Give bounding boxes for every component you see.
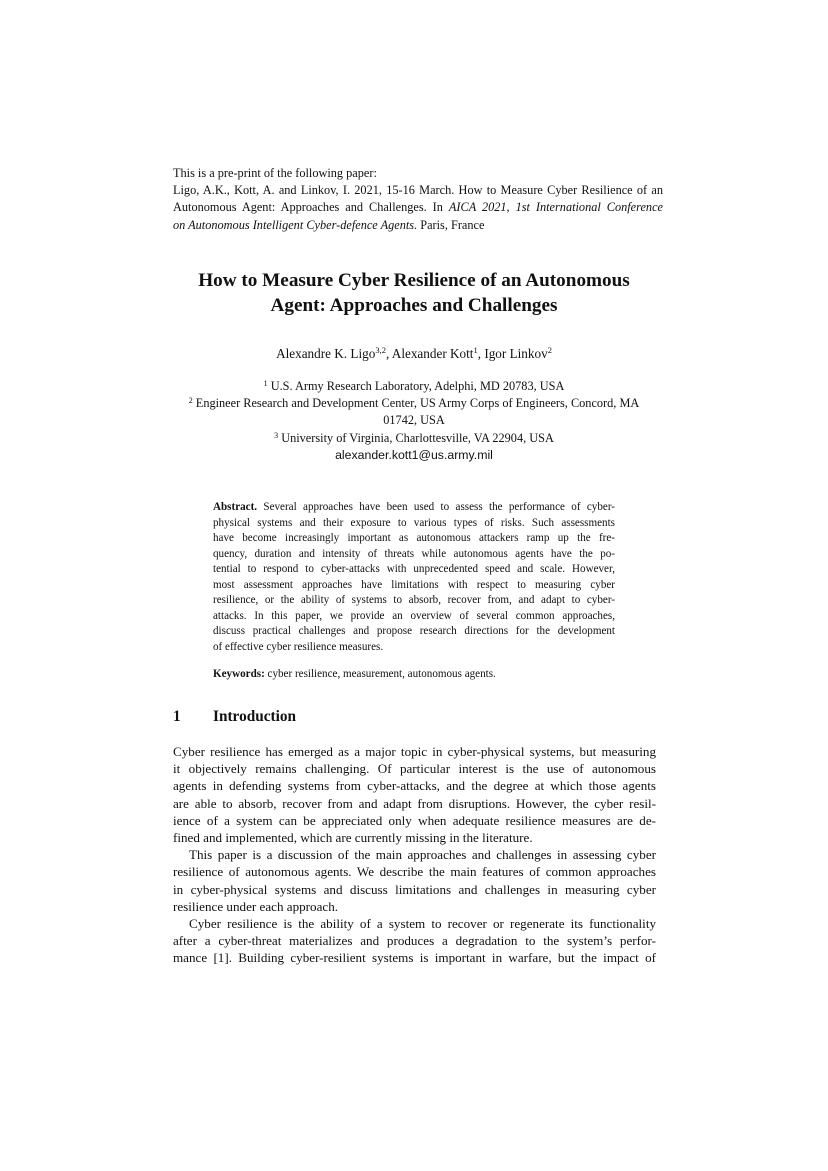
citation-line [173,217,663,234]
abstract-line: have become increasingly important as autonomous attackers ramp up the fre- [213,532,615,544]
paragraph-line: after a cyber-threat materializes and produces a degradation to the system’s perfor- [173,933,656,949]
affiliation-marker: 3,2 [375,345,386,355]
paragraph-line: resilience under each approach. [173,898,339,914]
affiliation-2-cont: 01742, USA [383,413,445,428]
paragraph-line: fined and implemented, which are currently missing in the literature. [173,830,533,846]
conference-location: Paris, France [417,217,485,232]
abstract-line: of effective cyber resilience measures. [213,640,384,653]
paragraph-line: ience of a system can be appreciated only when adequate resilience measures are de- [173,812,656,828]
paragraph-line: resilience of autonomous agents. We describe the main features of common approaches [173,864,656,880]
affiliation-3 [140,430,688,447]
title-line: How to Measure Cyber Resilience of an Autonomous [198,270,630,291]
abstract-line: attacks. In this paper, we provide an overview of several common approaches, [213,609,615,622]
preprint-line: This is a pre-print of the following paper: [173,166,377,180]
contact-email[interactable]: alexander.kott1@us.army.mil [335,447,493,462]
abstract-label: Abstract. [213,501,258,513]
abstract-line: physical systems and their exposure to various types of risks. Such assessments [213,516,615,529]
affiliation-marker: 3 [274,430,279,440]
conference-name: AICA 2021, 1st International Conference [448,200,663,215]
affiliation-marker: 2 [547,345,552,355]
paragraph-line: This paper is a discussion of the main approaches and challenges in assessing cyber [189,847,656,863]
paper-title [140,268,688,318]
preprint-notice [173,165,663,234]
section-number: 1 [173,708,181,725]
abstract [213,500,615,655]
affiliation-2 [140,395,688,412]
paragraph-line: Cyber resilience is the ability of a system to recover or regenerate its functionality [189,916,656,932]
keywords [213,667,615,682]
author-name: Alexandre K. Ligo [276,346,376,361]
paragraph-line: mance [1]. Building cyber-resilient systems is important in warfare, but the impact of [173,950,656,966]
paragraph-line: agents in defending systems from cyber-attacks, and the degree at which those agents [173,778,656,794]
abstract-text: Several approaches have been used to assess the performance of cyber- [257,501,615,513]
affiliation-1 [140,378,688,395]
paragraph-line: Cyber resilience has emerged as a major topic in cyber-physical systems, but measuring [173,744,656,759]
affiliation-text: Engineer Research and Development Center, US Army Corps of Engineers, Concord, MA [192,396,640,411]
keywords-label: Keywords: [213,668,265,680]
abstract-line: discuss practical challenges and propose research directions for the development [213,625,615,637]
paragraph-line: in cyber-physical systems and discuss limitations and challenges in measuring cyber [173,881,656,897]
abstract-line: resilience, or the ability of systems to absorb, recover from, and adapt to cyber- [213,594,615,606]
affiliations [140,378,688,464]
body-text [173,743,656,967]
title-line: Agent: Approaches and Challenges [270,295,558,316]
affiliation-marker: 2 [188,396,193,406]
citation-line: Ligo, A.K., Kott, A. and Linkov, I. 2021, 15-16 March. How to Measure Cyber Resilience of an [173,183,663,198]
affiliation-marker: 1 [263,379,268,388]
citation-text: Autonomous Agent: Approaches and Challenges. In [173,200,449,215]
affiliation-text: U.S. Army Research Laboratory, Adelphi, MD 20783, USA [267,379,565,393]
keywords-text: cyber resilience, measurement, autonomous agents. [264,668,496,680]
conference-name: on Autonomous Intelligent Cyber-defence Agents. [173,217,418,232]
section-heading [173,708,296,726]
paragraph-line: are able to absorb, recover from and adapt from disruptions. However, the cyber resil- [173,795,656,811]
abstract-line: quency, duration and intensity of threats while autonomous agents have the po- [213,547,615,560]
author-name: , Alexander Kott [385,346,474,361]
affiliation-text: University of Virginia, Charlottesville, VA 22904, USA [278,430,554,445]
author-list [140,346,688,362]
author-name: , Igor Linkov [477,346,548,361]
citation-line [173,199,663,216]
abstract-line: most assessment approaches have limitations with respect to measuring cyber [213,578,615,591]
section-title: Introduction [213,708,297,725]
abstract-line: tential to respond to cyber-attacks with unprecedented speed and scale. However, [213,563,615,575]
affiliation-marker: 1 [473,345,478,355]
abstract-line [213,500,615,516]
paragraph-line: it objectively remains challenging. Of particular interest is the use of autonomous [173,761,656,777]
